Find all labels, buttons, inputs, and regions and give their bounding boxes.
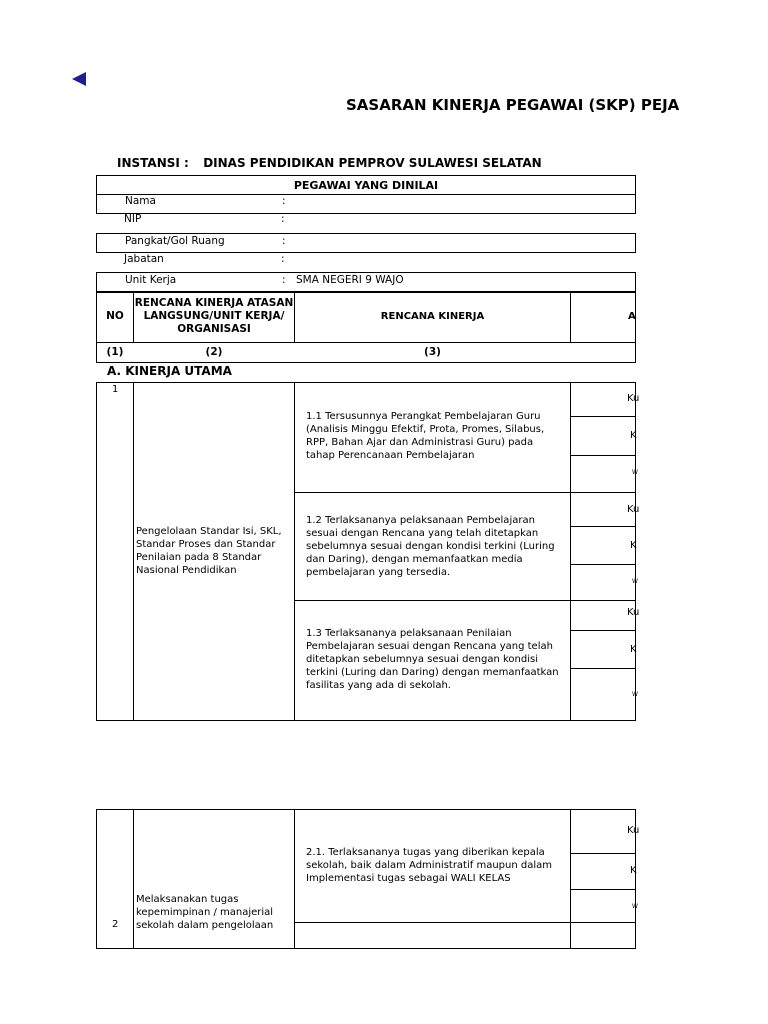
field-label-nip: NIP — [124, 213, 142, 225]
col-header-atasan: RENCANA KINERJA ATASAN LANGSUNG/UNIT KERJA/ ORGANISASI — [134, 297, 294, 335]
cut-label-2c: W — [632, 578, 638, 585]
pegawai-header-row — [96, 175, 636, 195]
field-sep-unit-kerja: : — [282, 274, 286, 286]
field-sep-nama: : — [282, 195, 286, 207]
pegawai-section-title: PEGAWAI YANG DINILAI — [293, 179, 439, 192]
field-sep-pangkat: : — [282, 235, 286, 247]
cut-label-1c: W — [632, 469, 638, 476]
col-num-1: (1) — [106, 346, 124, 358]
row-1-item-1: 1.1 Tersusunnya Perangkat Pembelajaran Guru (Analisis Minggu Efektif, Prota, Promes, Silabus, RPP, Bahan Ajar dan Administrasi Guru) pada tahap Perencanaan Pembelajaran — [306, 411, 545, 461]
field-sep-jabatan: : — [281, 253, 285, 265]
col-num-2: (2) — [205, 346, 223, 358]
field-value-unit-kerja: SMA NEGERI 9 WAJO — [296, 274, 404, 286]
instansi-value: DINAS PENDIDIKAN PEMPROV SULAWESI SELATAN — [203, 156, 542, 170]
field-row-nama — [96, 194, 636, 214]
col-header-no: NO — [106, 310, 124, 322]
field-label-nama: Nama — [125, 195, 156, 207]
col-header-cut: A — [628, 311, 636, 322]
row-1-item-2: 1.2 Terlaksananya pelaksanaan Pembelajaran sesuai dengan Rencana yang telah ditetapkan sebelumnya sesuai dengan kondisi terkini (Luring dan Daring), dengan memanfaatkan media pembelajaran yang tersedia. — [306, 515, 555, 578]
cut-label-4c: W — [632, 903, 638, 910]
row-2-item-1: 2.1. Terlaksananya tugas yang diberikan kepala sekolah, baik dalam Administratif maupun dalam Implementasi tugas sebagai WALI KELAS — [306, 847, 552, 884]
field-label-unit-kerja: Unit Kerja — [125, 274, 177, 286]
col-header-rencana: RENCANA KINERJA — [380, 311, 485, 322]
cut-label-4a: Ku — [627, 825, 640, 836]
cut-label-2a: Ku — [627, 504, 640, 515]
col-num-3: (3) — [424, 346, 441, 358]
row-1-atasan: Pengelolaan Standar Isi, SKL, Standar Proses dan Standar Penilaian pada 8 Standar Nasional Pendidikan — [136, 526, 282, 576]
cut-label-3c: W — [632, 691, 638, 698]
page-title: SASARAN KINERJA PEGAWAI (SKP) PEJA — [346, 96, 680, 114]
field-row-pangkat — [96, 233, 636, 253]
instansi-label: INSTANSI : — [117, 156, 189, 170]
instansi-line — [117, 156, 542, 170]
section-kinerja-utama: A. KINERJA UTAMA — [107, 364, 232, 378]
cut-label-4b: K — [630, 865, 637, 876]
field-row-unit-kerja — [96, 272, 636, 292]
field-label-jabatan: Jabatan — [124, 253, 164, 265]
cut-label-3a: Ku — [627, 607, 640, 618]
field-sep-nip: : — [281, 213, 285, 225]
row-1-item-3: 1.3 Terlaksananya pelaksanaan Penilaian Pembelajaran sesuai dengan Rencana yang telah ditetapkan sebelumnya sesuai dengan kondisi terkini (Luring dan Daring) dengan memanfaatkan fasilitas yang ada di sekolah. — [306, 628, 559, 691]
cut-label-1a: Ku — [627, 393, 640, 404]
cut-label-3b: K — [630, 644, 637, 655]
row-2-atasan: Melaksanakan tugas kepemimpinan / manajerial sekolah dalam pengelolaan — [136, 894, 274, 931]
cut-label-1b: K — [630, 430, 637, 441]
row-1-no: 1 — [112, 384, 119, 395]
back-arrow-icon[interactable] — [72, 72, 86, 86]
row-2-no: 2 — [112, 919, 119, 930]
cut-label-2b: K — [630, 540, 637, 551]
field-label-pangkat: Pangkat/Gol Ruang — [125, 235, 225, 247]
